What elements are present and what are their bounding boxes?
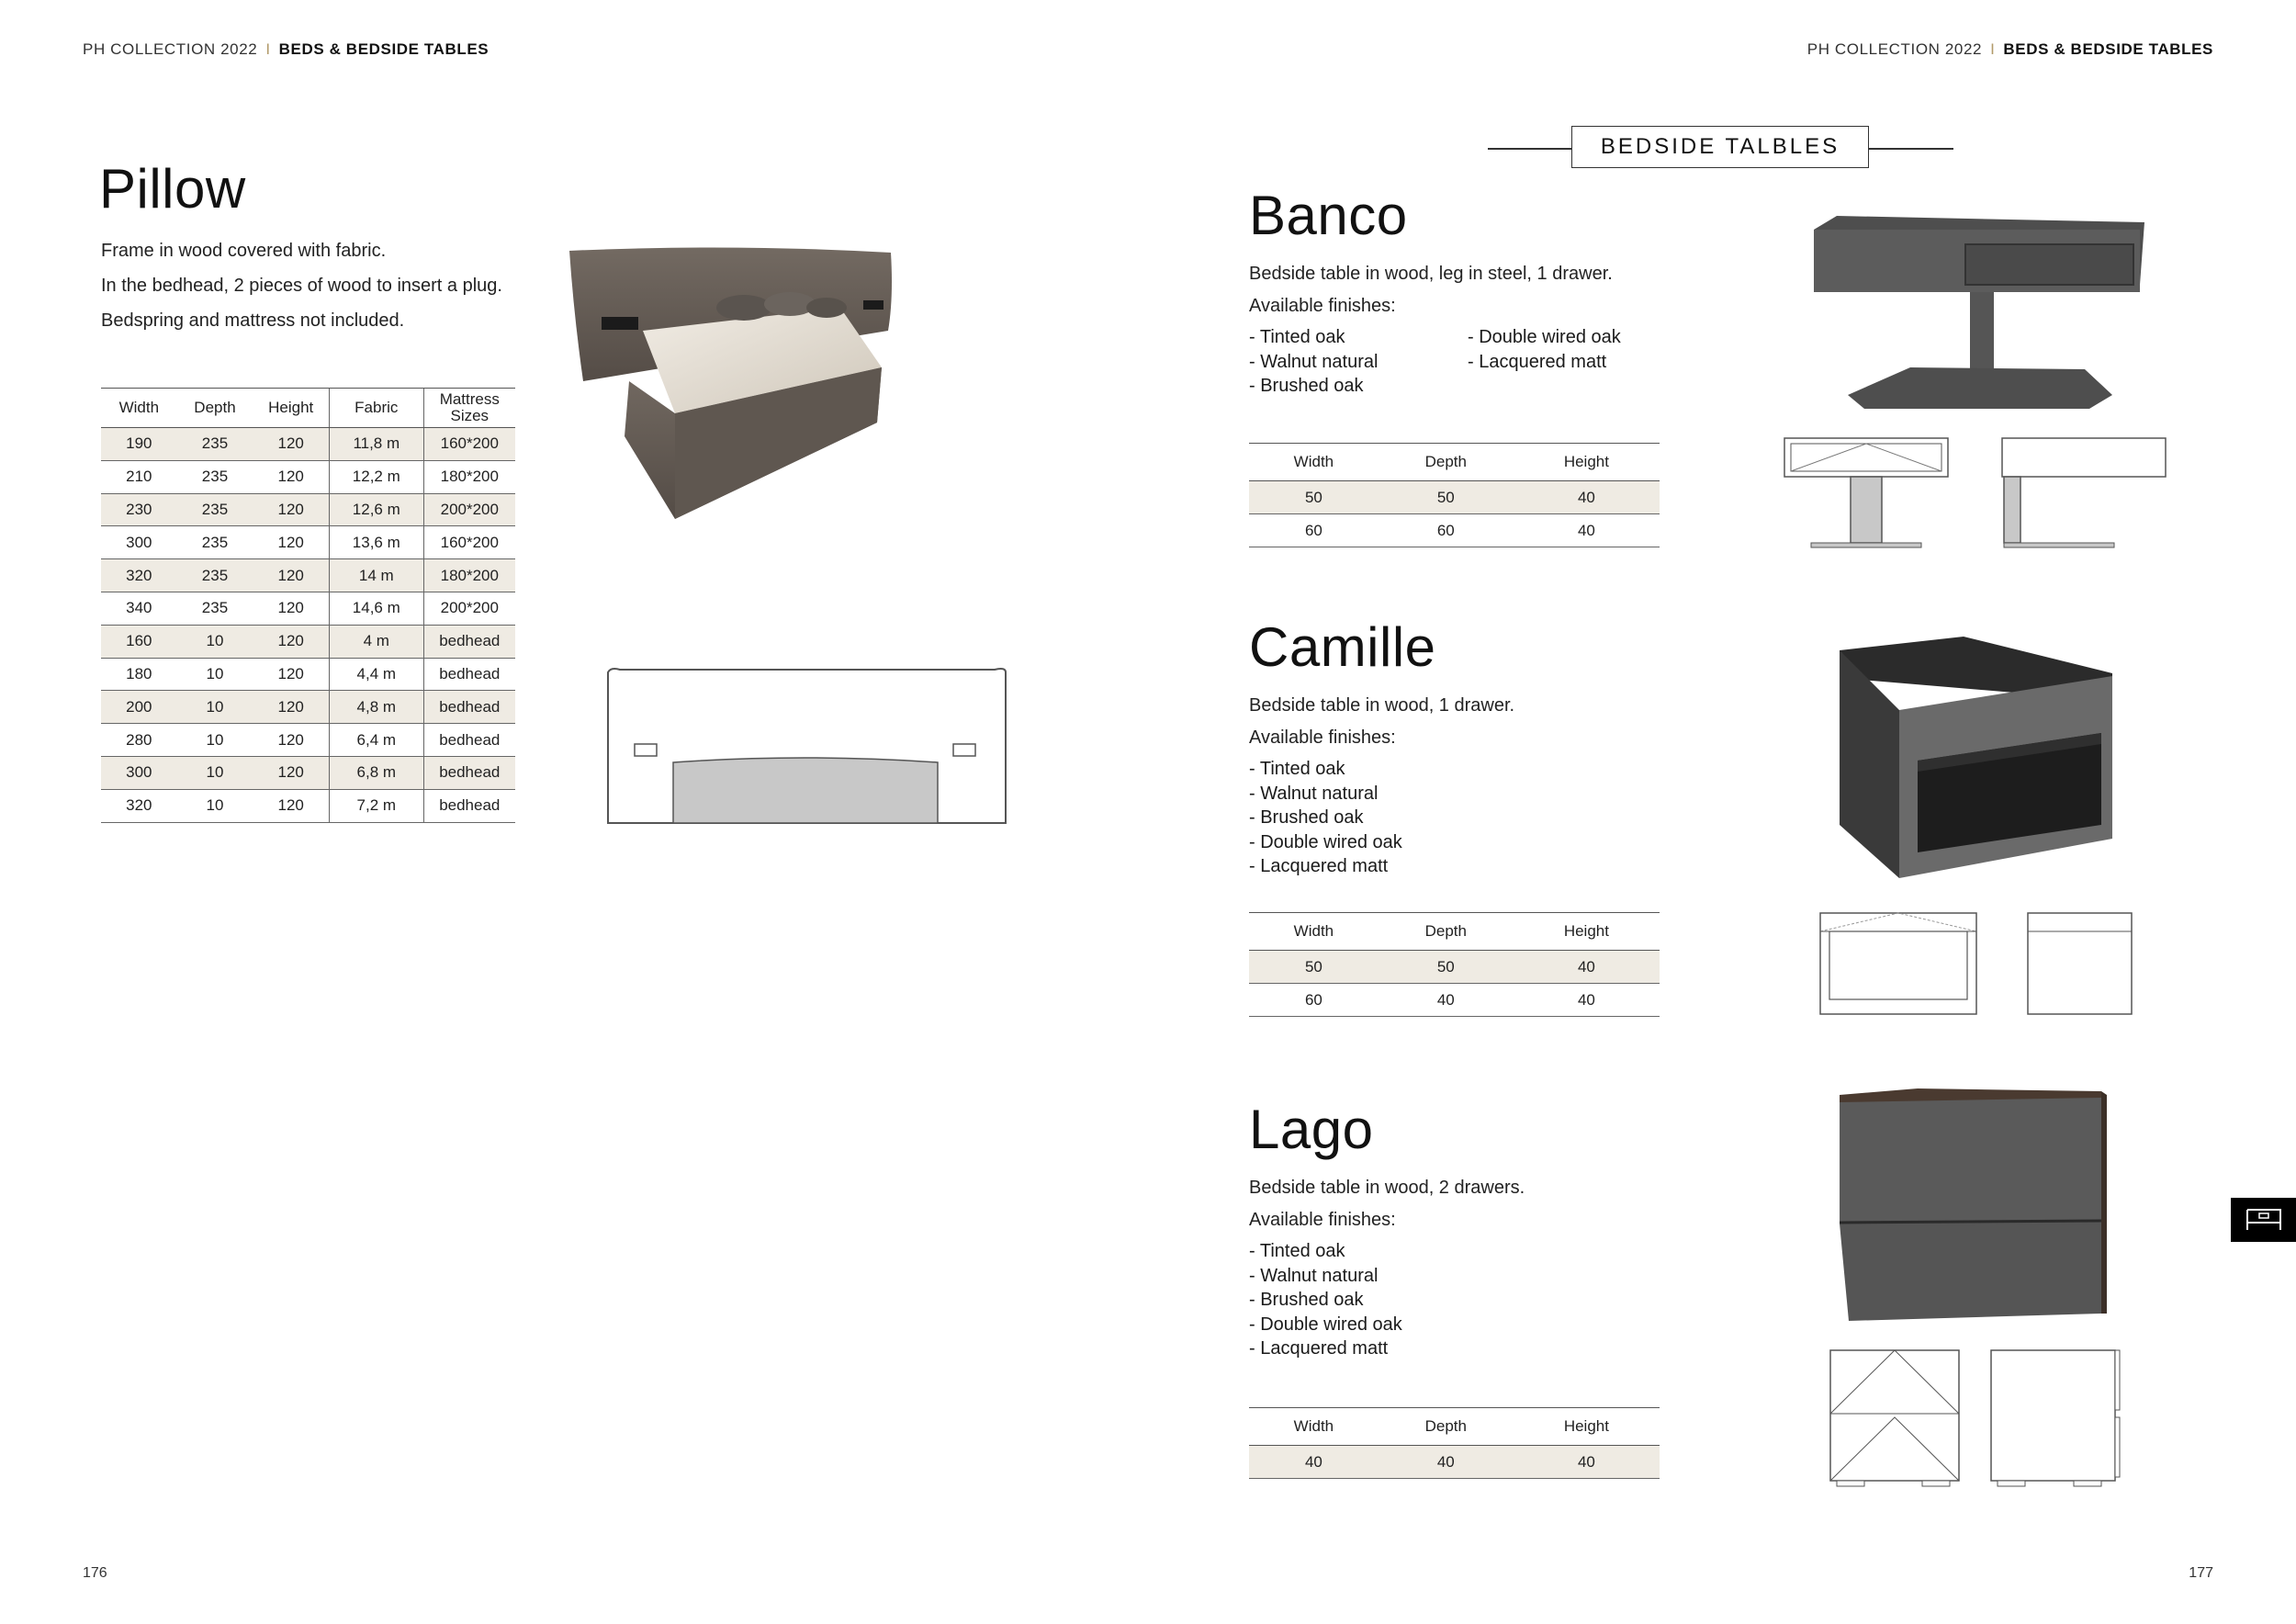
finish-item: - Tinted oak <box>1249 327 1345 347</box>
finish-item: - Lacquered matt <box>1249 856 1389 876</box>
table-cell: 10 <box>177 756 253 789</box>
table-row <box>101 658 515 691</box>
table-cell: 120 <box>253 691 329 724</box>
table-cell: 50 <box>1379 481 1514 514</box>
table-cell: 210 <box>101 460 177 493</box>
table-cell: 14,6 m <box>330 592 424 625</box>
table-cell: bedhead <box>423 691 515 724</box>
table-cell: 235 <box>177 428 253 461</box>
banco-technical-drawing <box>1782 436 2172 551</box>
table-cell: 4,8 m <box>330 691 424 724</box>
table-cell: 235 <box>177 460 253 493</box>
column-header: Height <box>253 389 329 428</box>
table-cell: 6,4 m <box>330 724 424 757</box>
table-cell: 13,6 m <box>330 526 424 559</box>
header-collection: PH COLLECTION 2022 <box>1806 40 1983 58</box>
pillow-title: Pillow <box>99 158 246 220</box>
table-cell: 320 <box>101 789 177 822</box>
table-header-row <box>101 389 515 428</box>
table-cell: 40 <box>1514 984 1660 1017</box>
table-cell: bedhead <box>423 625 515 658</box>
table-cell: 160*200 <box>423 428 515 461</box>
table-cell: 160*200 <box>423 526 515 559</box>
table-header-row <box>1249 444 1660 481</box>
pillow-paragraph: Frame in wood covered with fabric. <box>101 241 387 261</box>
finish-item: - Tinted oak <box>1249 759 1345 779</box>
table-cell: 50 <box>1249 951 1379 984</box>
table-cell: 120 <box>253 493 329 526</box>
table-cell: 120 <box>253 526 329 559</box>
table-cell: 50 <box>1379 951 1514 984</box>
table-cell: 120 <box>253 559 329 592</box>
table-cell: 180*200 <box>423 559 515 592</box>
table-cell: 10 <box>177 658 253 691</box>
table-cell: 120 <box>253 658 329 691</box>
table-cell: 10 <box>177 724 253 757</box>
pillow-bed-photo <box>565 243 1079 528</box>
table-cell: 280 <box>101 724 177 757</box>
table-row <box>101 691 515 724</box>
table-cell: 235 <box>177 559 253 592</box>
table-row <box>101 789 515 822</box>
table-cell: 180 <box>101 658 177 691</box>
camille-photo <box>1835 632 2120 880</box>
table-cell: 40 <box>1514 481 1660 514</box>
table-row <box>101 625 515 658</box>
table-cell: 40 <box>1249 1446 1379 1479</box>
camille-title: Camille <box>1249 616 1436 678</box>
table-cell: 40 <box>1379 1446 1514 1479</box>
pillow-description <box>101 239 505 344</box>
finish-item: - Walnut natural <box>1249 351 1379 372</box>
table-cell: 60 <box>1249 984 1379 1017</box>
lago-finishes-label: Available finishes: <box>1249 1210 1396 1230</box>
table-cell: 40 <box>1514 1446 1660 1479</box>
header-divider: I <box>265 40 271 58</box>
left-header <box>83 40 489 59</box>
table-row <box>1249 1446 1660 1479</box>
banco-title: Banco <box>1249 185 1408 246</box>
table-row <box>1249 984 1660 1017</box>
table-cell: 4 m <box>330 625 424 658</box>
finish-item: - Double wired oak <box>1249 1314 1402 1335</box>
page-number-left: 176 <box>83 1565 107 1581</box>
banco-finishes-label: Available finishes: <box>1249 296 1396 316</box>
table-cell: 10 <box>177 625 253 658</box>
header-section: BEDS & BEDSIDE TABLES <box>2003 40 2213 58</box>
finish-item: - Tinted oak <box>1249 1241 1345 1261</box>
camille-finishes-label: Available finishes: <box>1249 727 1396 748</box>
page-number-right: 177 <box>2189 1565 2213 1581</box>
table-cell: 4,4 m <box>330 658 424 691</box>
section-label: BEDSIDE TALBLES <box>1571 126 1869 168</box>
table-cell: 235 <box>177 493 253 526</box>
table-cell: 120 <box>253 756 329 789</box>
table-cell: 40 <box>1514 951 1660 984</box>
table-cell: bedhead <box>423 724 515 757</box>
camille-spec-table <box>1249 912 1660 1017</box>
lago-photo <box>1835 1084 2110 1323</box>
finishes-column <box>1468 325 1621 399</box>
banco-finishes-list <box>1249 325 1621 399</box>
column-header: Depth <box>1379 913 1514 951</box>
table-cell: 120 <box>253 592 329 625</box>
table-cell: 235 <box>177 592 253 625</box>
camille-technical-drawing <box>1818 911 2135 1017</box>
pillow-paragraph: In the bedhead, 2 pieces of wood to insert a plug. <box>101 276 502 296</box>
finishes-column <box>1249 1239 1402 1361</box>
header-divider: I <box>1990 40 1996 58</box>
finish-item: - Brushed oak <box>1249 376 1364 396</box>
lago-title: Lago <box>1249 1099 1374 1160</box>
pillow-paragraph: Bedspring and mattress not included. <box>101 310 405 331</box>
table-row <box>101 526 515 559</box>
table-cell: 10 <box>177 789 253 822</box>
table-cell: bedhead <box>423 756 515 789</box>
table-cell: 7,2 m <box>330 789 424 822</box>
column-header: Height <box>1514 913 1660 951</box>
finish-item: - Double wired oak <box>1468 327 1621 347</box>
table-cell: 50 <box>1249 481 1379 514</box>
column-header: Depth <box>177 389 253 428</box>
finish-item: - Walnut natural <box>1249 1265 1379 1286</box>
lago-description: Bedside table in wood, 2 drawers. <box>1249 1178 1525 1198</box>
bed-icon <box>2244 1206 2284 1234</box>
camille-description: Bedside table in wood, 1 drawer. <box>1249 695 1515 716</box>
table-row <box>101 460 515 493</box>
table-cell: 340 <box>101 592 177 625</box>
pillow-spec-table <box>101 388 515 823</box>
column-header: Height <box>1514 1408 1660 1446</box>
column-header: Depth <box>1379 444 1514 481</box>
column-header: Width <box>1249 913 1379 951</box>
table-row <box>1249 481 1660 514</box>
table-row <box>1249 951 1660 984</box>
table-cell: 40 <box>1379 984 1514 1017</box>
header-section: BEDS & BEDSIDE TABLES <box>278 40 490 58</box>
table-cell: 14 m <box>330 559 424 592</box>
column-header: Width <box>101 389 177 428</box>
finish-item: - Lacquered matt <box>1468 351 1607 372</box>
table-cell: 60 <box>1379 514 1514 547</box>
lago-spec-table <box>1249 1407 1660 1479</box>
banco-description: Bedside table in wood, leg in steel, 1 drawer. <box>1249 264 1613 284</box>
table-row <box>101 724 515 757</box>
table-cell: 235 <box>177 526 253 559</box>
section-label-line <box>1869 148 1953 150</box>
column-header: Height <box>1514 444 1660 481</box>
section-label-line <box>1488 148 1571 150</box>
finishes-column <box>1249 757 1402 879</box>
table-row <box>101 592 515 625</box>
column-header: Width <box>1249 1408 1379 1446</box>
table-cell: 12,6 m <box>330 493 424 526</box>
table-row <box>101 559 515 592</box>
table-cell: 200 <box>101 691 177 724</box>
table-cell: 11,8 m <box>330 428 424 461</box>
table-cell: 10 <box>177 691 253 724</box>
header-collection: PH COLLECTION 2022 <box>83 40 258 58</box>
table-cell: 190 <box>101 428 177 461</box>
table-header-row <box>1249 913 1660 951</box>
table-cell: 160 <box>101 625 177 658</box>
table-cell: 12,2 m <box>330 460 424 493</box>
table-row <box>101 756 515 789</box>
table-cell: 230 <box>101 493 177 526</box>
banco-spec-table <box>1249 443 1660 547</box>
table-cell: 120 <box>253 428 329 461</box>
table-cell: 120 <box>253 625 329 658</box>
column-header: Mattress Sizes <box>423 389 515 428</box>
table-cell: 60 <box>1249 514 1379 547</box>
table-cell: 6,8 m <box>330 756 424 789</box>
bed-category-tab[interactable] <box>2231 1198 2296 1242</box>
table-cell: bedhead <box>423 789 515 822</box>
column-header: Fabric <box>330 389 424 428</box>
pillow-headboard-drawing <box>602 661 1015 831</box>
table-row <box>1249 514 1660 547</box>
finish-item: - Double wired oak <box>1249 831 1402 852</box>
banco-photo <box>1809 211 2149 413</box>
table-header-row <box>1249 1408 1660 1446</box>
table-cell: 120 <box>253 460 329 493</box>
camille-finishes-list <box>1249 757 1402 879</box>
finish-item: - Brushed oak <box>1249 807 1364 828</box>
right-header <box>1807 40 2213 59</box>
finish-item: - Walnut natural <box>1249 783 1379 804</box>
column-header: Width <box>1249 444 1379 481</box>
finish-item: - Brushed oak <box>1249 1290 1364 1310</box>
column-header: Depth <box>1379 1408 1514 1446</box>
table-cell: 40 <box>1514 514 1660 547</box>
table-cell: 120 <box>253 789 329 822</box>
lago-finishes-list <box>1249 1239 1402 1361</box>
table-cell: 180*200 <box>423 460 515 493</box>
table-cell: 200*200 <box>423 493 515 526</box>
lago-technical-drawing <box>1828 1348 2126 1490</box>
table-cell: bedhead <box>423 658 515 691</box>
finishes-column <box>1249 325 1468 399</box>
table-cell: 120 <box>253 724 329 757</box>
table-row <box>101 428 515 461</box>
table-cell: 320 <box>101 559 177 592</box>
finish-item: - Lacquered matt <box>1249 1338 1389 1359</box>
table-cell: 300 <box>101 526 177 559</box>
table-cell: 300 <box>101 756 177 789</box>
table-row <box>101 493 515 526</box>
table-cell: 200*200 <box>423 592 515 625</box>
